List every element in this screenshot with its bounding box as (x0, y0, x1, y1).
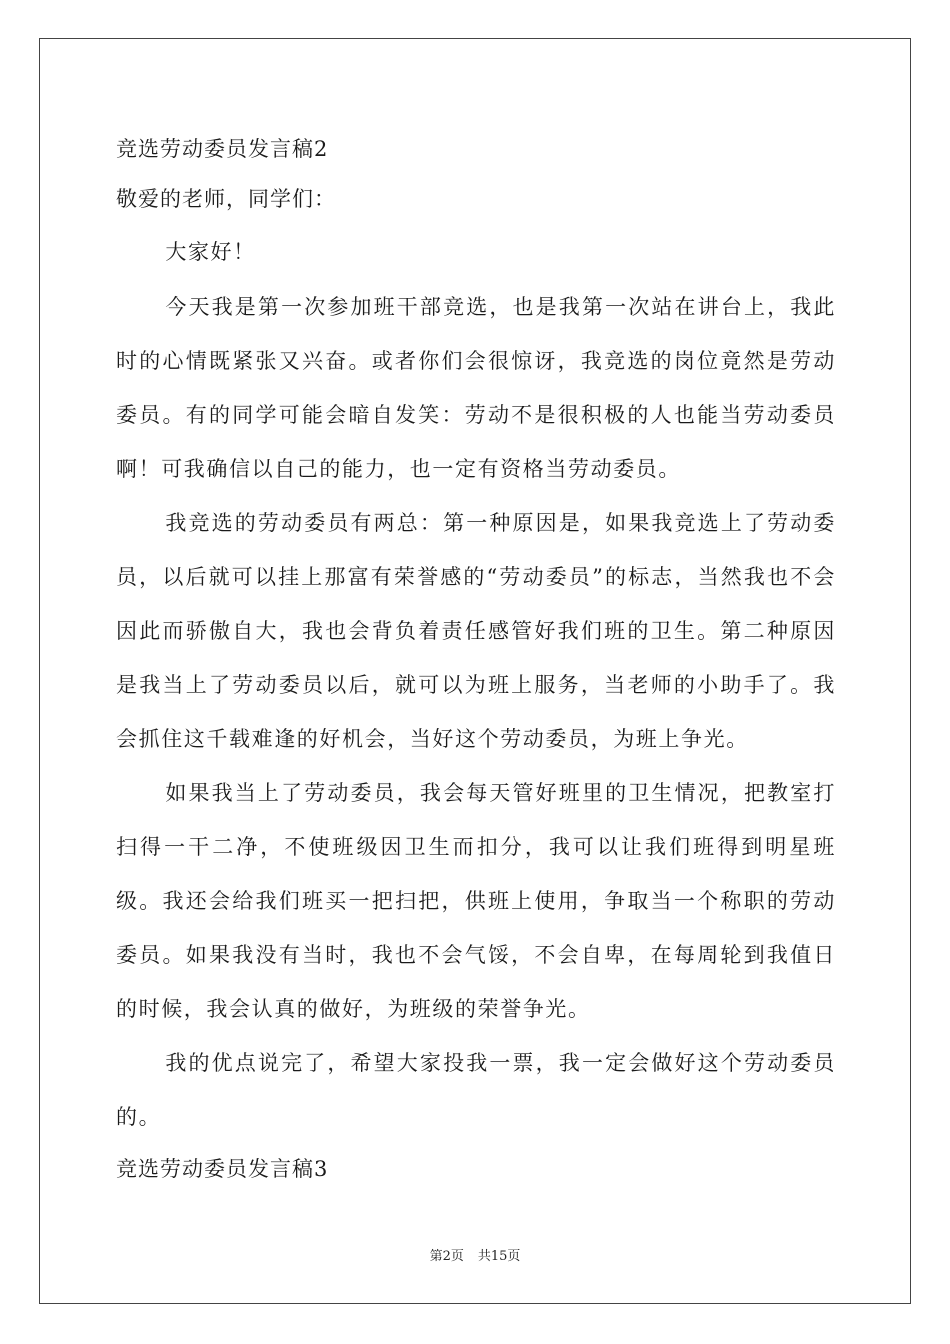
paragraph: 我的优点说完了，希望大家投我一票，我一定会做好这个劳动委员的。 (116, 1051, 836, 1129)
paragraph: 今天我是第一次参加班干部竞选，也是我第一次站在讲台上，我此时的心情既紧张又兴奋。或者你们会很惊讶，我竞选的岗位竟然是劳动委员。有的同学可能会暗自发笑：劳动不是很积极的人也能当劳动委员啊！可我确信以自己的能力，也一定有资格当劳动委员。 (116, 295, 836, 481)
paragraph: 如果我当上了劳动委员，我会每天管好班里的卫生情况，把教室打扫得一干二净，不使班级因卫生而扣分，我可以让我们班得到明星班级。我还会给我们班买一把扫把，供班上使用，争取当一个称职的劳动委员。如果我没有当时，我也不会气馁，不会自卑，在每周轮到我值日的时候，我会认真的做好，为班级的荣誉争光。 (116, 781, 836, 1021)
page-footer (0, 1245, 950, 1264)
page-number: 第2页 (429, 1249, 464, 1264)
salutation: 敬爱的老师，同学们： (116, 187, 336, 211)
document-body (116, 124, 836, 1194)
page-total: 共15页 (477, 1249, 521, 1264)
paragraph: 我竞选的劳动委员有两总：第一种原因是，如果我竞选上了劳动委员，以后就可以挂上那富有荣誉感的“劳动委员”的标志，当然我也不会因此而骄傲自大，我也会背负着责任感管好我们班的卫生。第二种原因是我当上了劳动委员以后，就可以为班上服务，当老师的小助手了。我会抓住这千载难逢的好机会，当好这个劳动委员，为班上争光。 (116, 511, 836, 751)
section-title-3: 竞选劳动委员发言稿3 (116, 1157, 329, 1181)
greeting: 大家好！ (165, 240, 256, 264)
section-title-2: 竞选劳动委员发言稿2 (116, 137, 329, 161)
